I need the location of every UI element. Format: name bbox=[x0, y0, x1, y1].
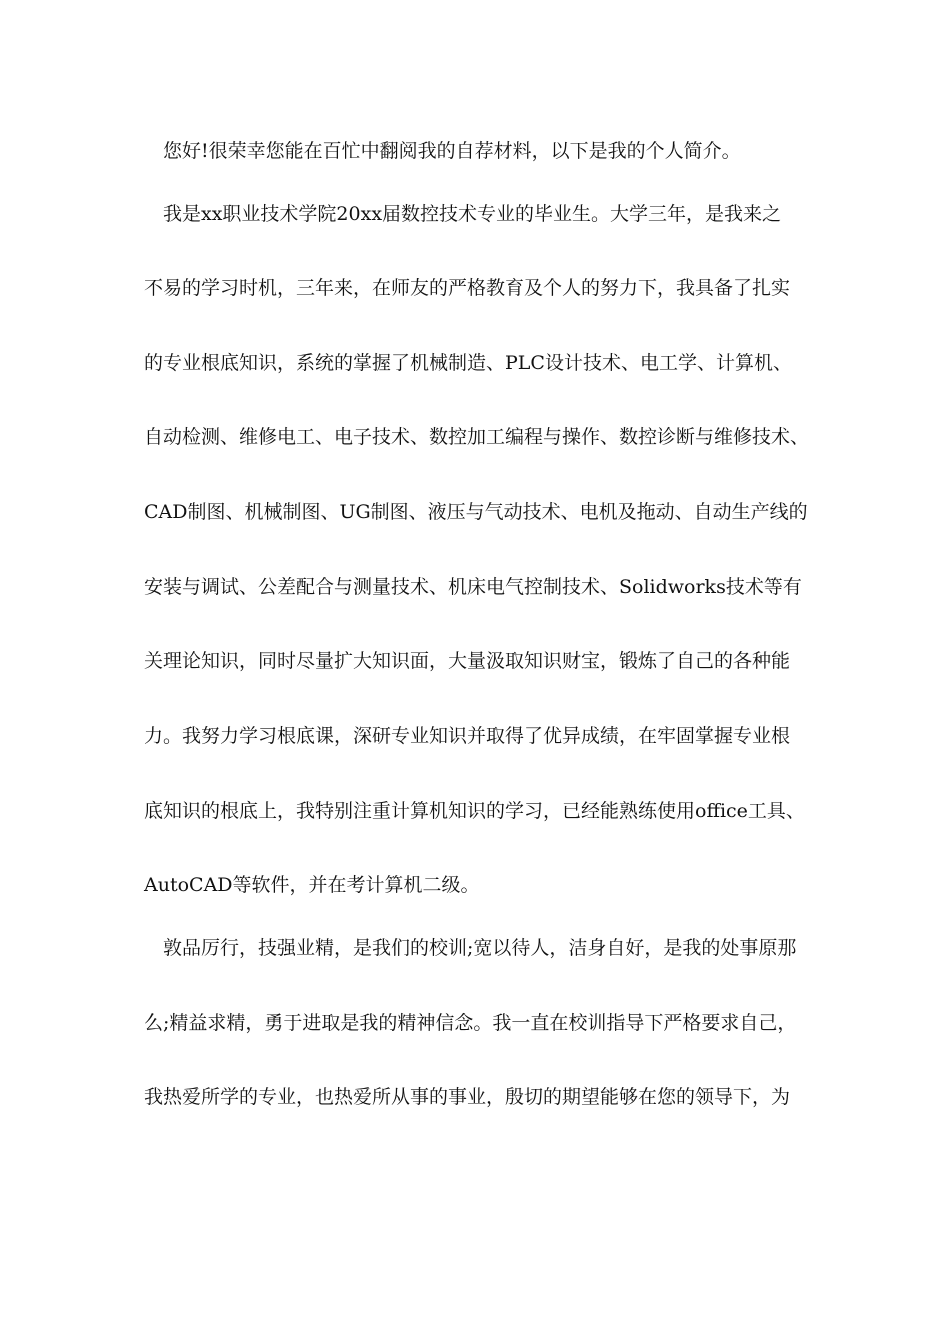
paragraph-1-line-7: 关理论知识，同时尽量扩大知识面，大量汲取知识财宝，锻炼了自己的各种能 bbox=[144, 650, 791, 672]
paragraph-1-line-1: 我是xx职业技术学院20xx届数控技术专业的毕业生。大学三年，是我来之 bbox=[163, 203, 782, 225]
paragraph-1-line-8: 力。我努力学习根底课，深研专业知识并取得了优异成绩，在牢固掌握专业根 bbox=[144, 725, 791, 747]
paragraph-1-line-6: 安装与调试、公差配合与测量技术、机床电气控制技术、Solidworks技术等有 bbox=[144, 576, 802, 598]
paragraph-1-line-9: 底知识的根底上，我特别注重计算机知识的学习，已经能熟练使用office工具、 bbox=[144, 800, 805, 822]
paragraph-1-line-4: 自动检测、维修电工、电子技术、数控加工编程与操作、数控诊断与维修技术、 bbox=[144, 426, 810, 448]
paragraph-2-line-2: 么;精益求精，勇于进取是我的精神信念。我一直在校训指导下严格要求自己， bbox=[144, 1012, 797, 1034]
paragraph-1-line-10: AutoCAD等软件，并在考计算机二级。 bbox=[144, 874, 480, 896]
paragraph-1-line-2: 不易的学习时机，三年来，在师友的严格教育及个人的努力下，我具备了扎实 bbox=[144, 277, 791, 299]
paragraph-1-line-3: 的专业根底知识，系统的掌握了机械制造、PLC设计技术、电工学、计算机、 bbox=[144, 352, 792, 374]
paragraph-2-line-3: 我热爱所学的专业，也热爱所从事的事业，殷切的期望能够在您的领导下，为 bbox=[144, 1086, 791, 1108]
paragraph-1-line-5: CAD制图、机械制图、UG制图、液压与气动技术、电机及拖动、自动生产线的 bbox=[144, 501, 808, 523]
paragraph-2-line-1: 敦品厉行，技强业精，是我们的校训;宽以待人，洁身自好，是我的处事原那 bbox=[163, 937, 797, 959]
greeting-line: 您好!很荣幸您能在百忙中翻阅我的自荐材料，以下是我的个人简介。 bbox=[163, 140, 741, 162]
